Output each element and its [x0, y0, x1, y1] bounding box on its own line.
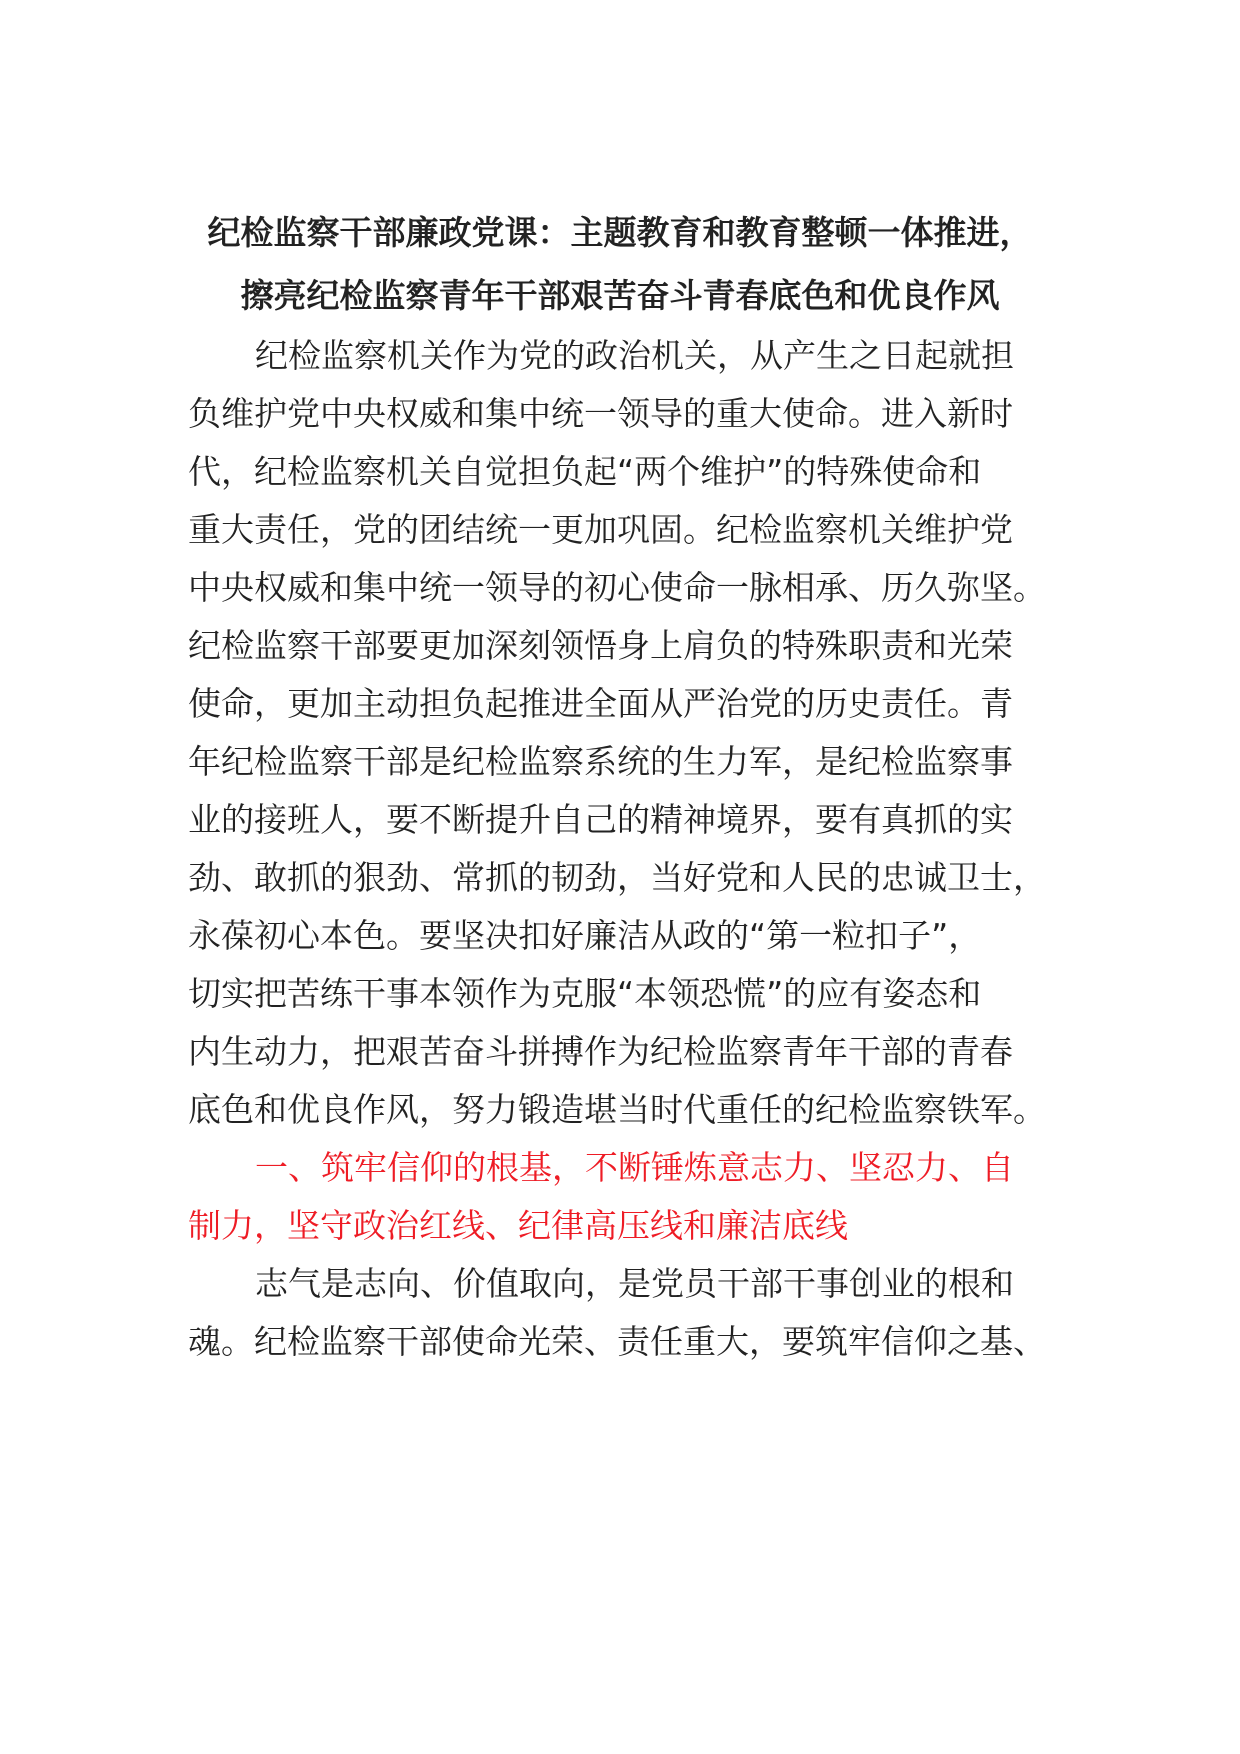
paragraph-1-line: 纪检监察干部要更加深刻领悟身上肩负的特殊职责和光荣 — [188, 626, 1013, 665]
document-title-line-1: 纪检监察干部廉政党课：主题教育和教育整顿一体推进， — [207, 213, 1033, 252]
paragraph-1-line: 永葆初心本色。要坚决扣好廉洁从政的“第一粒扣子”， — [188, 916, 982, 955]
paragraph-1-line: 中央权威和集中统一领导的初心使命一脉相承、历久弥坚。 — [188, 568, 1046, 607]
paragraph-1-line: 切实把苦练干事本领作为克服“本领恐慌”的应有姿态和 — [188, 974, 982, 1013]
paragraph-1-line: 年纪检监察干部是纪检监察系统的生力军，是纪检监察事 — [188, 742, 1013, 781]
document-title-line-2: 擦亮纪检监察青年干部艰苦奋斗青春底色和优良作风 — [240, 276, 1000, 315]
paragraph-1-line: 业的接班人，要不断提升自己的精神境界，要有真抓的实 — [188, 800, 1013, 839]
paragraph-1-line: 负维护党中央权威和集中统一领导的重大使命。进入新时 — [188, 394, 1013, 433]
paragraph-1-line: 重大责任，党的团结统一更加巩固。纪检监察机关维护党 — [188, 510, 1013, 549]
paragraph-1-line: 纪检监察机关作为党的政治机关，从产生之日起就担 — [255, 336, 1014, 375]
paragraph-1-line: 使命，更加主动担负起推进全面从严治党的历史责任。青 — [188, 684, 1013, 723]
paragraph-1-line: 底色和优良作风，努力锻造堪当时代重任的纪检监察铁军。 — [188, 1090, 1046, 1129]
section-heading-line: 制力，坚守政治红线、纪律高压线和廉洁底线 — [188, 1206, 848, 1245]
paragraph-1-line: 内生动力，把艰苦奋斗拼搏作为纪检监察青年干部的青春 — [188, 1032, 1013, 1071]
section-heading-line: 一、筑牢信仰的根基，不断锤炼意志力、坚忍力、自 — [255, 1148, 1014, 1187]
paragraph-1-line: 劲、敢抓的狠劲、常抓的韧劲，当好党和人民的忠诚卫士， — [188, 858, 1046, 897]
paragraph-2-line: 志气是志向、价值取向，是党员干部干事创业的根和 — [255, 1264, 1014, 1303]
paragraph-1-line: 代，纪检监察机关自觉担负起“两个维护”的特殊使命和 — [188, 452, 982, 491]
paragraph-2-line: 魂。纪检监察干部使命光荣、责任重大，要筑牢信仰之基、 — [188, 1322, 1046, 1361]
